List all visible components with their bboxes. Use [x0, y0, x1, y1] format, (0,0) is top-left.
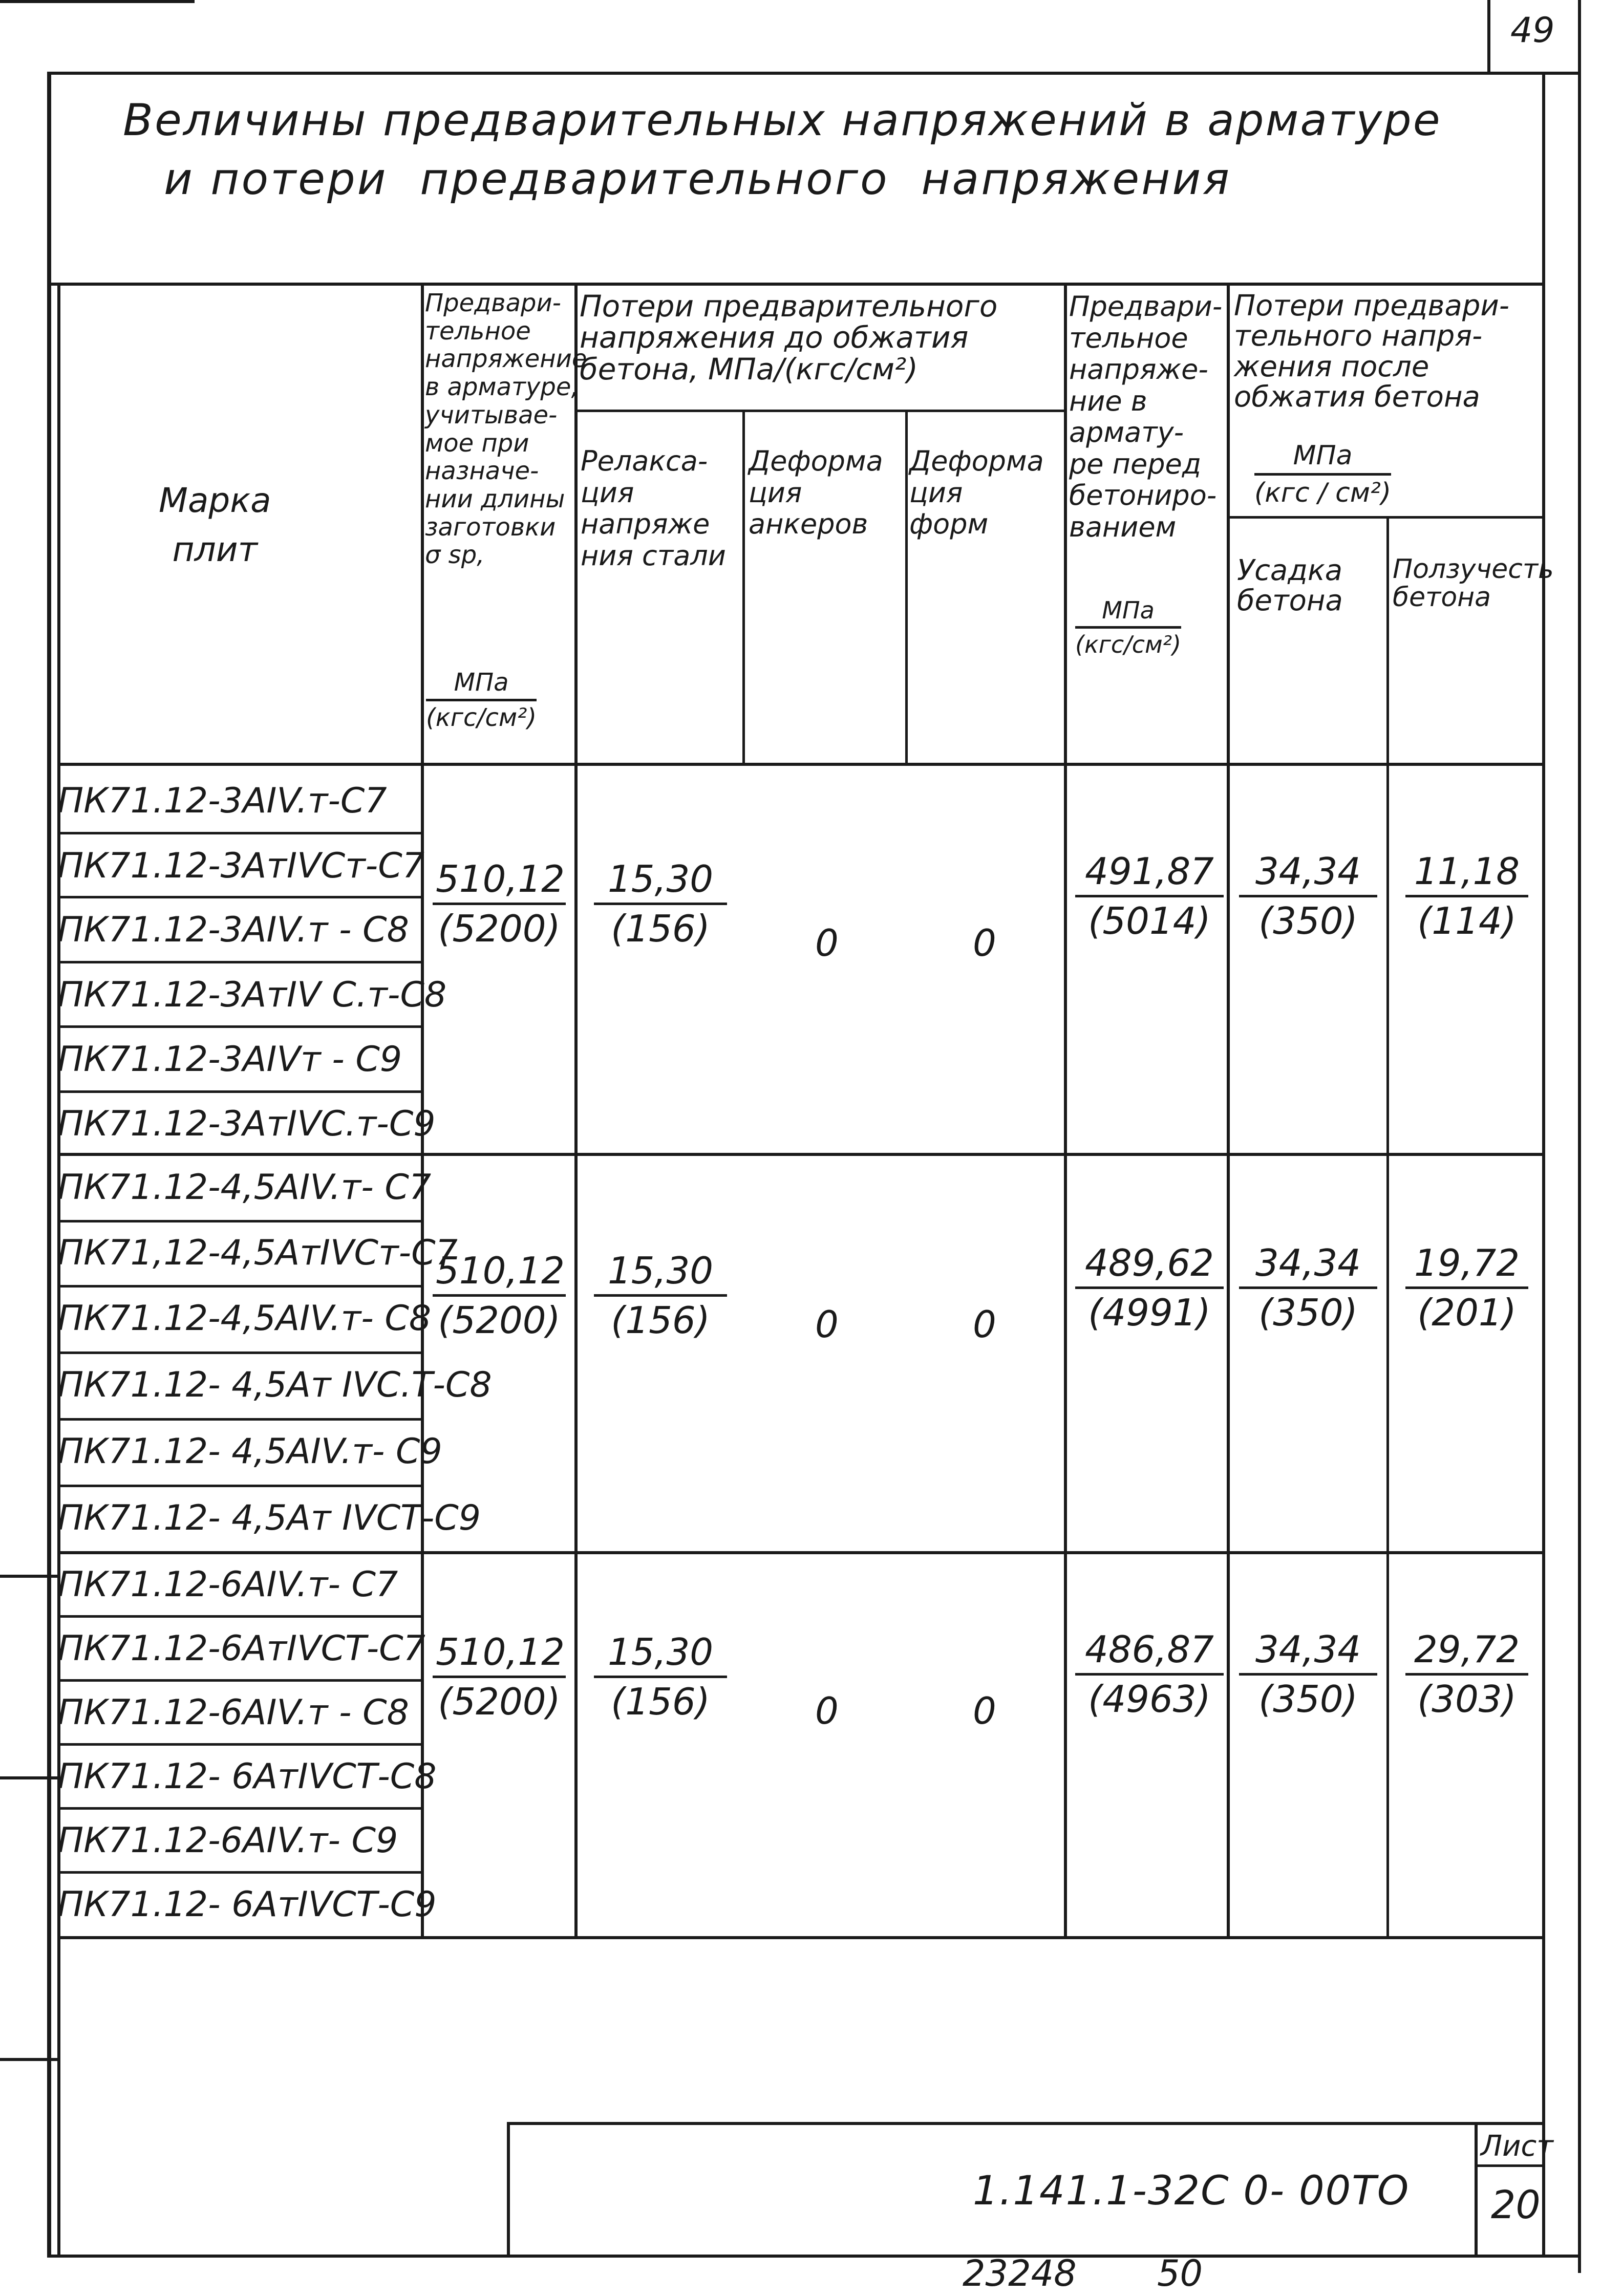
page-title-line2: и потери предварительного напряжения — [164, 154, 1231, 205]
relaxation-num: 15,30 — [594, 857, 727, 905]
creep-num: 19,72 — [1405, 1241, 1528, 1289]
mark-row-line — [57, 1679, 422, 1682]
col-line-before — [1227, 284, 1230, 1938]
document-designation: 1.141.1-32С 0- 00ТО — [973, 2168, 1410, 2214]
mark-cell: ПК71.12-3АтIVСт-С7 — [57, 846, 424, 886]
mark-cell: ПК71.12-6АIV.т- С7 — [57, 1564, 398, 1605]
shrinkage-den: (350) — [1258, 899, 1358, 942]
creep-value — [1405, 850, 1528, 942]
creep-den: (114) — [1417, 899, 1517, 942]
mark-cell: ПК71.12-4,5АIV.т- С8 — [57, 1298, 432, 1339]
mark-cell: ПК71.12- 4,5АIV.т- С9 — [57, 1431, 442, 1472]
header-losses-after: Потери предвари- тельного напря- жения после обжатия бетона — [1234, 289, 1509, 414]
header-sigma-units-num: МПа — [426, 668, 537, 701]
mark-row-line — [57, 961, 422, 963]
sigma-sp-den: (5200) — [438, 1680, 561, 1723]
mark-row-line — [57, 1418, 422, 1421]
header-creep: Ползучесть бетона — [1393, 554, 1554, 613]
deform-anchors-value: 0 — [815, 1303, 839, 1346]
col-line-relax — [742, 411, 745, 764]
header-sigma-units-den: (кгс/см²) — [426, 703, 537, 732]
mark-cell: ПК71.12-6АтIVСТ-С7 — [57, 1628, 425, 1669]
relaxation-value — [594, 1630, 727, 1723]
creep-num: 11,18 — [1405, 850, 1528, 897]
inventory-number: 23248 — [963, 2252, 1077, 2294]
creep-num: 29,72 — [1405, 1628, 1528, 1676]
header-marka: Марка плит — [159, 481, 271, 569]
before-concreting-value — [1075, 1241, 1224, 1334]
mark-cell: ПК71,12-4,5АтIVСт-С7 — [57, 1233, 458, 1273]
relaxation-den: (156) — [611, 1299, 710, 1342]
sigma-sp-num: 510,12 — [433, 1249, 566, 1297]
relaxation-value — [594, 1249, 727, 1342]
stamp-left-line — [507, 2122, 510, 2258]
header-after-units — [1254, 440, 1391, 508]
sigma-sp-value — [433, 857, 566, 950]
sigma-sp-num: 510,12 — [433, 857, 566, 905]
mark-cell: ПК71.12-3АIV.т - С8 — [57, 910, 409, 950]
mark-row-line — [57, 896, 422, 898]
mark-row-line — [57, 1025, 422, 1028]
mark-cell: ПК71.12-6АIV.т - С8 — [57, 1692, 409, 1733]
shrinkage-den: (350) — [1258, 1291, 1358, 1334]
creep-value — [1405, 1241, 1528, 1334]
stamp-sheet-box-left — [1475, 2122, 1478, 2258]
shrinkage-value — [1239, 1628, 1377, 1721]
mark-row-line — [57, 1220, 422, 1222]
mark-cell: ПК71.12-3АIV.т-С7 — [57, 781, 387, 821]
mark-row-line — [57, 1351, 422, 1354]
mark-cell: ПК71.12- 4,5Ат IVСТ-С9 — [57, 1498, 481, 1538]
deform-anchors-value: 0 — [815, 1689, 839, 1732]
group-separator — [57, 1551, 1545, 1554]
header-before-units-num: МПа — [1075, 596, 1181, 629]
sigma-sp-den: (5200) — [438, 907, 561, 950]
sheet-number: 20 — [1491, 2182, 1541, 2227]
before-concreting-num: 491,87 — [1075, 850, 1224, 897]
before-concreting-den: (4963) — [1088, 1678, 1211, 1721]
creep-den: (201) — [1417, 1291, 1517, 1334]
inner-right-border — [1542, 75, 1545, 2258]
header-deform-forms: Деформа ция форм — [909, 445, 1044, 541]
shrinkage-num: 34,34 — [1239, 1241, 1377, 1289]
outer-frame-top — [47, 72, 1581, 75]
margin-tick — [0, 1776, 57, 1779]
shrinkage-den: (350) — [1258, 1678, 1358, 1721]
shrinkage-value — [1239, 1241, 1377, 1334]
mark-cell: ПК71.12-3АтIVС.т-С9 — [57, 1104, 436, 1144]
table-top-line — [47, 283, 1545, 286]
creep-value — [1405, 1628, 1528, 1721]
outer-frame-left — [47, 72, 51, 2258]
header-after-units-num: МПа — [1254, 440, 1391, 476]
header-sigma-units — [426, 668, 537, 732]
shrinkage-num: 34,34 — [1239, 850, 1377, 897]
before-concreting-num: 489,62 — [1075, 1241, 1224, 1289]
mark-row-line — [57, 1743, 422, 1746]
header-relaxation: Релакса- ция напряже ния стали — [581, 445, 726, 572]
shrinkage-num: 34,34 — [1239, 1628, 1377, 1676]
sigma-sp-num: 510,12 — [433, 1630, 566, 1678]
before-concreting-den: (4991) — [1088, 1291, 1211, 1334]
mark-row-line — [57, 832, 422, 834]
stamp-top-line — [507, 2122, 1545, 2125]
stamp-sheet-box-mid — [1475, 2164, 1545, 2167]
margin-tick — [0, 1575, 57, 1578]
page-number-box-left — [1487, 0, 1490, 72]
mark-cell: ПК71.12-3АтIV С.т-С8 — [57, 975, 447, 1015]
relaxation-num: 15,30 — [594, 1249, 727, 1297]
sigma-sp-den: (5200) — [438, 1299, 561, 1342]
mark-row-line — [57, 1871, 422, 1874]
table-bottom-line — [57, 1936, 1545, 1939]
relaxation-value — [594, 857, 727, 950]
before-concreting-value — [1075, 1628, 1224, 1721]
mark-row-line — [57, 1807, 422, 1810]
mark-cell: ПК71.12-4,5АIV.т- С7 — [57, 1167, 432, 1208]
col-line-shrink — [1386, 517, 1389, 1938]
mark-cell: ПК71.12-3АIVт - С9 — [57, 1039, 402, 1080]
creep-den: (303) — [1417, 1678, 1517, 1721]
relaxation-den: (156) — [611, 1680, 710, 1723]
deform-forms-value: 0 — [973, 1689, 996, 1732]
mark-cell: ПК71.12-6АIV.т- С9 — [57, 1820, 398, 1861]
sigma-sp-value — [433, 1249, 566, 1342]
margin-tick — [0, 2058, 57, 2061]
header-before-units-den: (кгс/см²) — [1075, 631, 1182, 658]
header-deform-anchors: Деформа ция анкеров — [749, 445, 883, 541]
mark-row-line — [57, 1485, 422, 1487]
before-concreting-den: (5014) — [1088, 899, 1211, 942]
mark-cell: ПК71.12- 4,5Ат IVС.Т-С8 — [57, 1365, 492, 1405]
mark-row-line — [57, 1615, 422, 1618]
header-shrinkage: Усадка бетона — [1237, 554, 1343, 618]
shrinkage-value — [1239, 850, 1377, 942]
mark-row-line — [57, 1090, 422, 1093]
deform-forms-value: 0 — [973, 1303, 996, 1346]
page-title-line1: Величины предварительных напряжений в арматуре — [123, 95, 1442, 146]
footer-page-number: 50 — [1157, 2252, 1203, 2294]
deform-forms-value: 0 — [973, 921, 996, 964]
before-concreting-value — [1075, 850, 1224, 942]
header-losses-before: Потери предварительного напряжения до обжатия бетона, МПа/(кгс/см²) — [580, 289, 998, 387]
header-subline-before — [574, 410, 1066, 412]
relaxation-den: (156) — [611, 907, 710, 950]
sheet-label: Лист — [1481, 2130, 1553, 2163]
col-line-anchors — [905, 411, 908, 764]
header-after-units-den: (кгс / см²) — [1254, 478, 1392, 508]
mark-cell: ПК71.12- 6АтIVСТ-С9 — [57, 1884, 437, 1925]
header-before-units — [1075, 596, 1181, 658]
relaxation-num: 15,30 — [594, 1630, 727, 1678]
group-separator — [57, 1153, 1545, 1156]
outer-frame-bottom — [47, 2255, 1581, 2258]
top-left-stroke — [0, 0, 195, 3]
header-before-concreting: Предвари- тельное напряже- ние в армату- ре перед бетониро- ванием — [1069, 290, 1223, 543]
page-number-box-right — [1578, 0, 1581, 2273]
page-number-top: 49 — [1510, 10, 1555, 51]
header-bottom-line — [57, 763, 1545, 766]
before-concreting-num: 486,87 — [1075, 1628, 1224, 1676]
header-sigma-sp: Предвари- тельное напряжение в арматуре, учитывае- мое при назначе- нии длины заготовки σ sp, — [425, 289, 587, 570]
mark-row-line — [57, 1285, 422, 1288]
sigma-sp-value — [433, 1630, 566, 1723]
col-line-forms — [1064, 284, 1067, 1938]
deform-anchors-value: 0 — [815, 921, 839, 964]
mark-cell: ПК71.12- 6АтIVСТ-С8 — [57, 1756, 437, 1797]
